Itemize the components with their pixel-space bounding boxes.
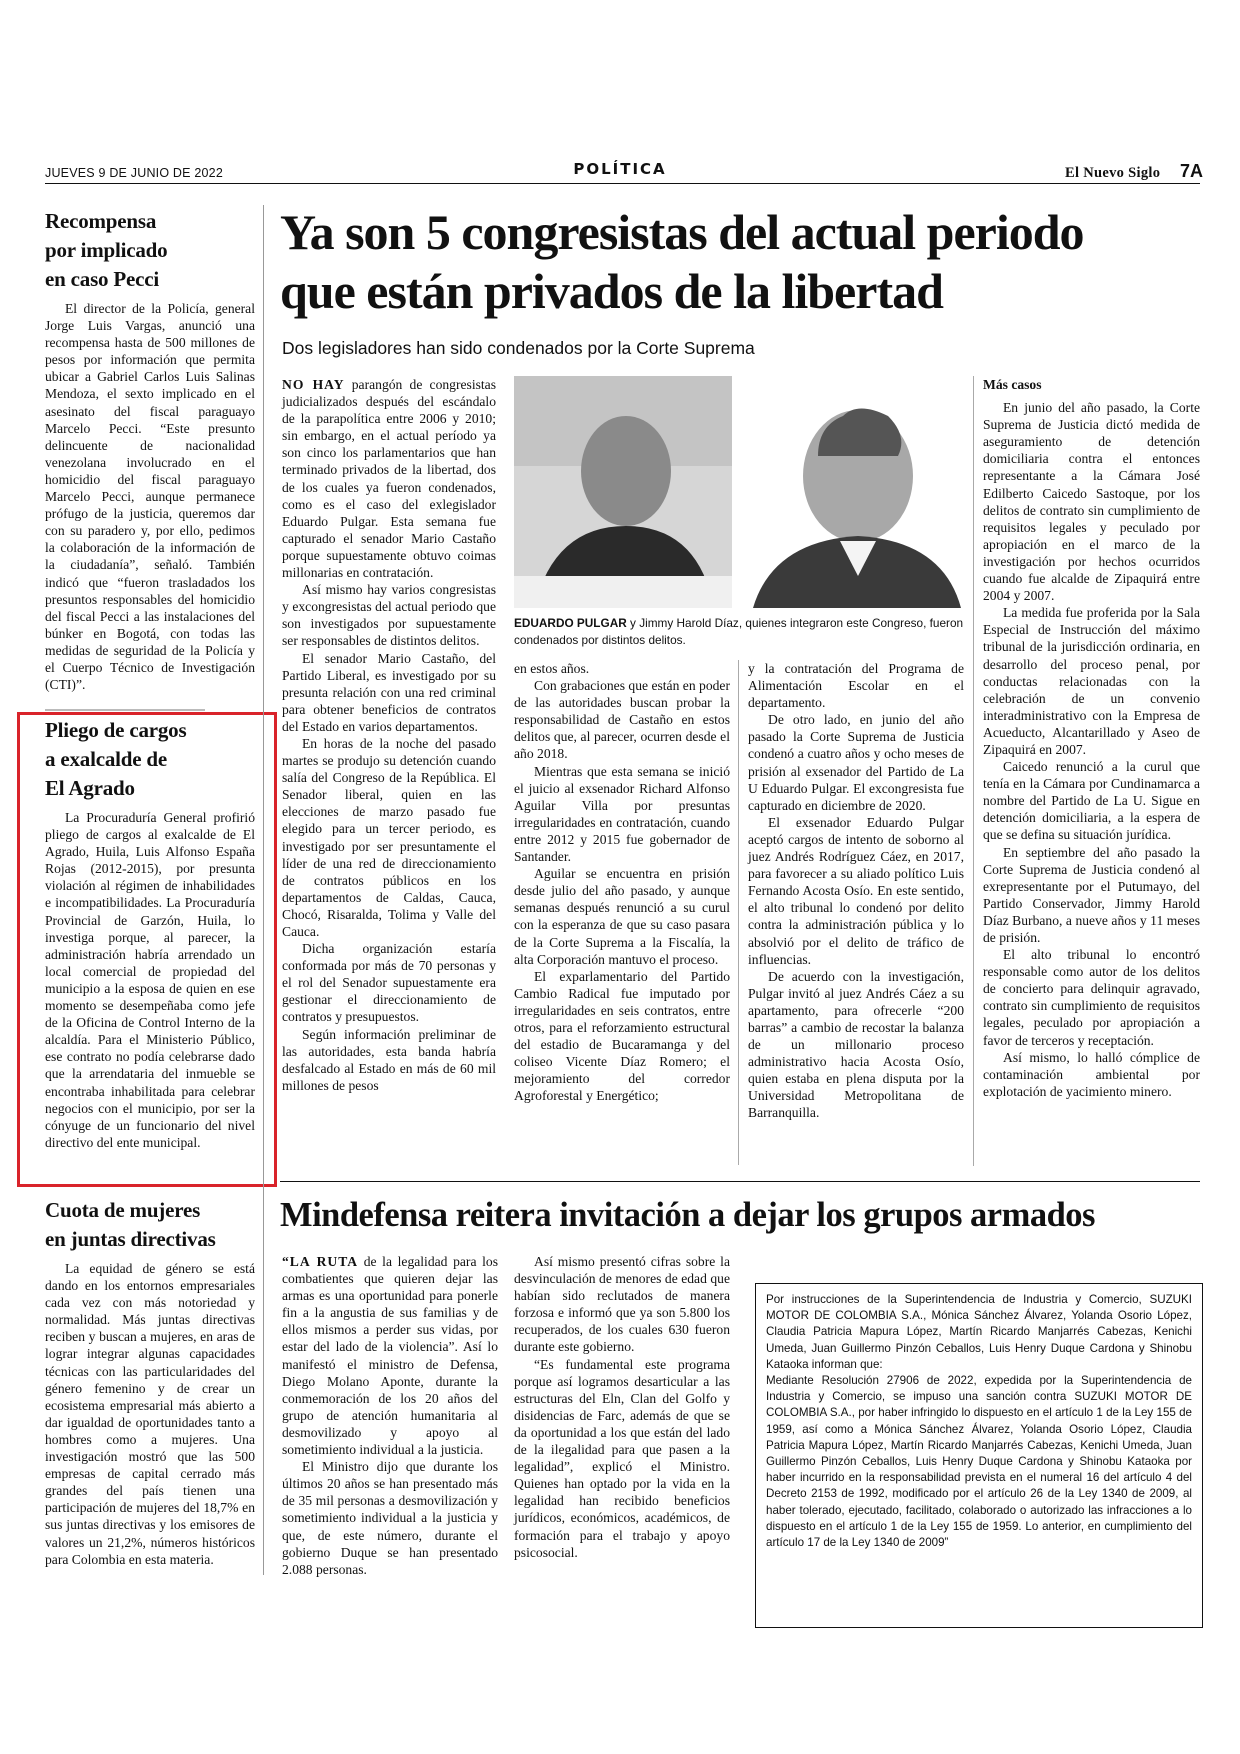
portrait-image <box>748 376 966 608</box>
paragraph: El Ministro dijo que durante los últimos 20 años se han presentado más de 35 mil personas a desmovilización y sometimiento individual a la justicia y que, de este número, durante el gobierno Duque se han presentado 2.088 personas. <box>282 1459 498 1577</box>
notice-body: Mediante Resolución 27906 de 2022, expedida por la Superintendencia de Industria y Comercio, se impuso una sanción contra SUZUKI MOTOR DE COLOMBIA S.A., por haber infringido lo dispuesto en el artículo 1 de la Ley 155 de 1959, así como a Mónica Sánchez Álvarez, Yolanda Osorio López, Claudia Patricia Mapura López, Martín Ricardo Manjarrés Cabezas, Kenichi Umeda, Juan Guillermo Pinzón Ceballos, Luis Henry Duque Cardona y Shinobu Kataoka por haber incurrido en la responsabilidad prevista en el numeral 16 del artículo 4 del Decreto 2153 de 1992, modificado por el artículo 26 de la Ley 1340 de 2009, al haber tolerado, ejecutado, facilitado, colaborado o autorizado las infracciones a lo dispuesto en el artículo 1 de la Ley 155 de 1959. Lo anterior, en cumplimiento del artículo 17 de la Ley 1340 de 2009” <box>766 1374 1192 1550</box>
paragraph: Así mismo, lo halló cómplice de contaminación ambiental por explotación de yacimiento minero. <box>983 1049 1200 1099</box>
title-line: a exalcalde de <box>45 747 168 771</box>
title-line: Cuota de mujeres <box>45 1198 201 1222</box>
paragraph: En junio del año pasado, la Corte Suprema de Justicia dictó medida de aseguramiento de detención domiciliaria contra el entonces representante a la Cámara José Edilberto Caicedo Sastoque, por los delitos de contrato sin cumplimiento de requisitos legales y peculado por apropiación en el marco de la investigación por hechos ocurridos cuando fue alcalde de Zipaquirá entre 2004 y 2007. <box>983 400 1200 604</box>
column-rule <box>973 376 974 1166</box>
paragraph: El exsenador Eduardo Pulgar aceptó cargos de intento de soborno al juez Andrés Rodríguez Cáez, en 2017, para favorecer a su aliado político Luis Fernando Acosta Osío. En este sentido, el alto tribunal lo condenó por delito contra la administración pública y lo absolvió por el delito de tráfico de influencias. <box>748 814 964 967</box>
paragraph: Dicha organización estaría conformada por más de 70 personas y el rol del Senador supuestamente era gestionar el direccionamiento de contratos y presupuestos. <box>282 941 496 1025</box>
portrait-image <box>514 376 732 608</box>
main-column-4 <box>983 376 1200 1100</box>
sidebar-story-cuota-mujeres <box>45 1196 255 1568</box>
main-headline <box>280 203 1200 321</box>
caption-name: EDUARDO PULGAR <box>514 616 627 630</box>
main-column-1 <box>282 376 496 1094</box>
paragraph: Así mismo presentó cifras sobre la desvinculación de menores de edad que habían sido reclutados de manera forzosa e informó que ya son 5.800 los recuperados, de los cuales 630 fueron durante este gobierno. <box>514 1254 730 1355</box>
notice-intro: Por instrucciones de la Superintendencia de Industria y Comercio, SUZUKI MOTOR DE COLOMBIA S.A., Mónica Sánchez Álvarez, Yolanda Osorio López, Claudia Patricia Mapura López, Martín Ricardo Manjarrés Cabezas, Kenichi Umeda, Juan Guillermo Pinzón Ceballos, Luis Henry Duque Cardona y Shinobu Kataoka informan que: <box>766 1293 1192 1371</box>
main-column-2 <box>514 660 730 1104</box>
photo-caption <box>514 615 966 649</box>
paragraph: “Es fundamental este programa porque así logramos desarticular a las estructuras del Eln, Clan del Golfo y disidencias de Farc, además de que se da oportunidad a los que están del lado de la ilegalidad para que pasen a la legalidad”, explicó el Ministro. Quienes han optado por la vida en la legalidad han recibido beneficios jurídicos, económicos, académicos, de formación para el trabajo y apoyo psicosocial. <box>514 1356 730 1560</box>
paragraph: Según información preliminar de las autoridades, esta banda habría desfalcado al Estado en más de 60 mil millones de pesos <box>282 1026 496 1093</box>
section-rule <box>45 709 205 711</box>
paragraph: En horas de la noche del pasado martes se produjo su detención cuando salía del Congreso de la República. El Senador liberal, quien en las elecciones de marzo pasado fue elegido para un tercer periodo, es investigado por ser presuntamente el líder de una red de direccionamiento de contratos públicos en los departamentos de Caldas, Cauca, Chocó, Risaralda, Tolima y Valle del Cauca. <box>282 735 496 939</box>
highlight-box <box>17 712 277 1187</box>
title-line: El Agrado <box>45 776 135 800</box>
paragraph: La equidad de género se está dando en los entornos empresariales cada vez con más notoriedad y normalidad. Más juntas directivas reciben y buscan a mujeres, en aras de lograr integrar algunas capacidades técnicas con las particularidades del género femenino y de crear un ecosistema empresarial más abierto a dar igualdad de oportunidades tanto a hombres como a mujeres. Una investigación mostró que las 500 empresas de capital cerrado más grandes del país tienen una participación de mujeres del 18,7% en sus juntas directivas y los emisores de valores un 21,2%, números históricos para Colombia en esta materia. <box>45 1261 255 1567</box>
main-column-3 <box>748 660 964 1122</box>
paragraph: Con grabaciones que están en poder de las autoridades buscan probar la responsabilidad de Castaño en estos delitos que, al parecer, ocurren desde el año 2018. <box>514 678 730 762</box>
newspaper-brand: El Nuevo Siglo <box>1065 165 1161 181</box>
photo-eduardo-pulgar <box>514 376 732 608</box>
paragraph <box>282 376 496 581</box>
lead-word: NO HAY <box>282 377 345 392</box>
paragraph: Aguilar se encuentra en prisión desde julio del año pasado, y aunque semanas después renunció a su curul con la esperanza de que su caso pasara de la Corte Suprema a la Fiscalía, la alta Corporación mantuvo el proceso. <box>514 866 730 967</box>
second-headline: Mindefensa reitera invitación a dejar los grupos armados <box>280 1196 1095 1234</box>
title-line: Recompensa <box>45 209 157 233</box>
paragraph: El senador Mario Castaño, del Partido Liberal, es investigado por su presunta relación con una red criminal para obtener beneficios de contratos del Estado en varios departamentos. <box>282 650 496 734</box>
story-body <box>45 300 255 693</box>
story-title <box>45 1196 255 1254</box>
subheading: Más casos <box>983 377 1042 392</box>
paragraph: De acuerdo con la investigación, Pulgar invitó al juez Andrés Cáez a su apartamento, para ofrecerle “200 barras” a cambio de recostar la balanza de un millonario proceso administrativo hacia Acosta Osío, quien estaba en plena disputa por la Universidad Metropolitana de Barranquilla. <box>748 968 964 1121</box>
section-rule <box>280 1181 1200 1182</box>
caption-text: y Jimmy Harold Díaz, quienes integraron este Congreso, fueron condenados por distintos delitos. <box>514 616 964 647</box>
title-line: Pliego de cargos <box>45 718 187 742</box>
legal-notice-box <box>755 1283 1203 1628</box>
paragraph: Mientras que esta semana se inició el juicio al exsenador Richard Alfonso Aguilar Villa por presuntas irregularidades en contratación, cuando entre 2012 y 2015 fue gobernador de Santander. <box>514 763 730 865</box>
lead-text: parangón de congresistas judicializados después del escándalo de la parapolítica entre 2006 y 2010; sin embargo, en el actual período ya son cinco los parlamentarios que han terminado privados de la libertad, dos de los cuales ya fueron condenados, como es el caso del exlegislador Eduardo Pulgar. Esta semana fue capturado el senador Mario Castaño porque supuestamente obtuvo coimas millonarias en contratación. <box>282 377 496 581</box>
lead-word: “LA RUTA <box>282 1254 359 1269</box>
section-title: POLÍTICA <box>573 160 667 178</box>
paragraph: y la contratación del Programa de Alimentación Escolar en el departamento. <box>748 661 964 711</box>
column-divider <box>263 205 264 1575</box>
column-rule <box>738 660 739 1165</box>
page-number: 7A <box>1180 161 1204 181</box>
second-column-2 <box>514 1253 730 1561</box>
main-subtitle: Dos legisladores han sido condenados por la Corte Suprema <box>282 338 755 358</box>
header-rule <box>45 183 1200 184</box>
sidebar-story-recompensa <box>45 207 255 693</box>
issue-date: JUEVES 9 DE JUNIO DE 2022 <box>45 166 223 180</box>
paragraph: La medida fue proferida por la Sala Especial de Instrucción del máximo tribunal de la jurisdicción ordinaria, en desarrollo del proceso penal, por conductas relacionadas con la celebración de un convenio interadministrativo con la Empresa de Acueducto, Alcantarillado y Aseo de Zipaquirá en 2007. <box>983 605 1200 757</box>
headline-line: Ya son 5 congresistas del actual periodo <box>280 204 1084 260</box>
paragraph: Caicedo renunció a la curul que tenía en la Cámara por Cundinamarca a nombre del Partido de La U. Sigue en detención domiciliaria, a la espera de que se defina su situación jurídica. <box>983 759 1200 843</box>
paragraph: El director de la Policía, general Jorge Luis Vargas, anunció una recompensa hasta de 500 millones de pesos por información que permita ubicar a Gabriel Carlos Luis Salinas Mendoza, el sexto implicado en el asesinato del fiscal paraguayo Marcelo Pecci. “Este presunto delincuente de nacionalidad venezolana involucrado en el homicidio del fiscal paraguayo Marcelo Pecci, aunque permanece prófugo de la justicia, queremos dar con su paradero y, por ello, pedimos la colaboración de la información de la ciudadanía”, señaló. También indicó que “fueron trasladados los presuntos responsables del homicidio del fiscal Pecci a las instalaciones del búnker en Bogotá, con todas las medidas de seguridad de la Policía y el Cuerpo Técnico de Investigación (CTI)”. <box>45 301 255 693</box>
photo-jimmy-diaz <box>748 376 966 608</box>
paragraph: La Procuraduría General profirió pliego de cargos al exalcalde de El Agrado, Huila, Luis Alfonso España Rojas (2012-2015), por presunta violación al régimen de inhabilidades e incompatibilidades. La Procuraduría Provincial de Garzón, Huila, lo investiga porque, al parecer, la administración habría arrendado un local comercial de propiedad del municipio a la esposa de quien en ese momento se desempeñaba como jefe de la Oficina de Control Interno de la alcaldía. Para el Ministerio Público, ese contrato no podía celebrarse dado que la arrendataria del inmueble se encontraba inhabilitada para celebrar negocios con el municipio, por ser la cónyuge de un funcionario del nivel directivo del ente municipal. <box>45 810 255 1150</box>
title-line: en caso Pecci <box>45 267 160 291</box>
story-body <box>45 1260 255 1568</box>
title-line: en juntas directivas <box>45 1227 216 1251</box>
paragraph: En septiembre del año pasado la Corte Suprema de Justicia condenó al exrepresentante por el Putumayo, del Partido Conservador, Jimmy Harold Díaz Burbano, a nueve años y 11 meses de prisión. <box>983 844 1200 945</box>
paragraph: en estos años. <box>514 661 590 676</box>
paragraph: De otro lado, en junio del año pasado la Corte Suprema de Justicia condenó a cuatro años y ocho meses de prisión al exsenador del Partido de La U Eduardo Pulgar. El excongresista fue capturado en diciembre de 2020. <box>748 712 964 813</box>
second-column-1 <box>282 1253 498 1578</box>
lead-text: de la legalidad para los combatientes que quieren dejar las armas es una oportunidad para ponerle fin a la angustia de sus familias y de ellos mismos a perder sus vidas, por estar del lado de la violencia”. Así lo manifestó el ministro de Defensa, Diego Molano Aponte, durante la conmemoración de los 20 años del grupo de atención humanitaria al desmovilizado y apoyo al sometimiento individual a la justicia. <box>282 1254 498 1458</box>
paragraph <box>282 1253 498 1458</box>
paragraph: Así mismo hay varios congresistas y excongresistas del actual periodo que son investigados por supuestamente ser responsables de distintos delitos. <box>282 582 496 649</box>
story-title <box>45 207 255 294</box>
title-line: por implicado <box>45 238 168 262</box>
paragraph: El exparlamentario del Partido Cambio Radical fue imputado por irregularidades en seis contratos, entre otros, para el reforzamiento estructural del estadio de Bucaramanga y del coliseo Vicente Díaz Romero; el mejoramiento del corredor Agroforestal y Energético; <box>514 968 730 1104</box>
paragraph: El alto tribunal lo encontró responsable como autor de los delitos de concierto para delinquir agravado, contrato sin cumplimiento de requisitos legales, peculado por apropiación a favor de terceros y receptación. <box>983 947 1200 1048</box>
headline-line: que están privados de la libertad <box>280 263 943 319</box>
